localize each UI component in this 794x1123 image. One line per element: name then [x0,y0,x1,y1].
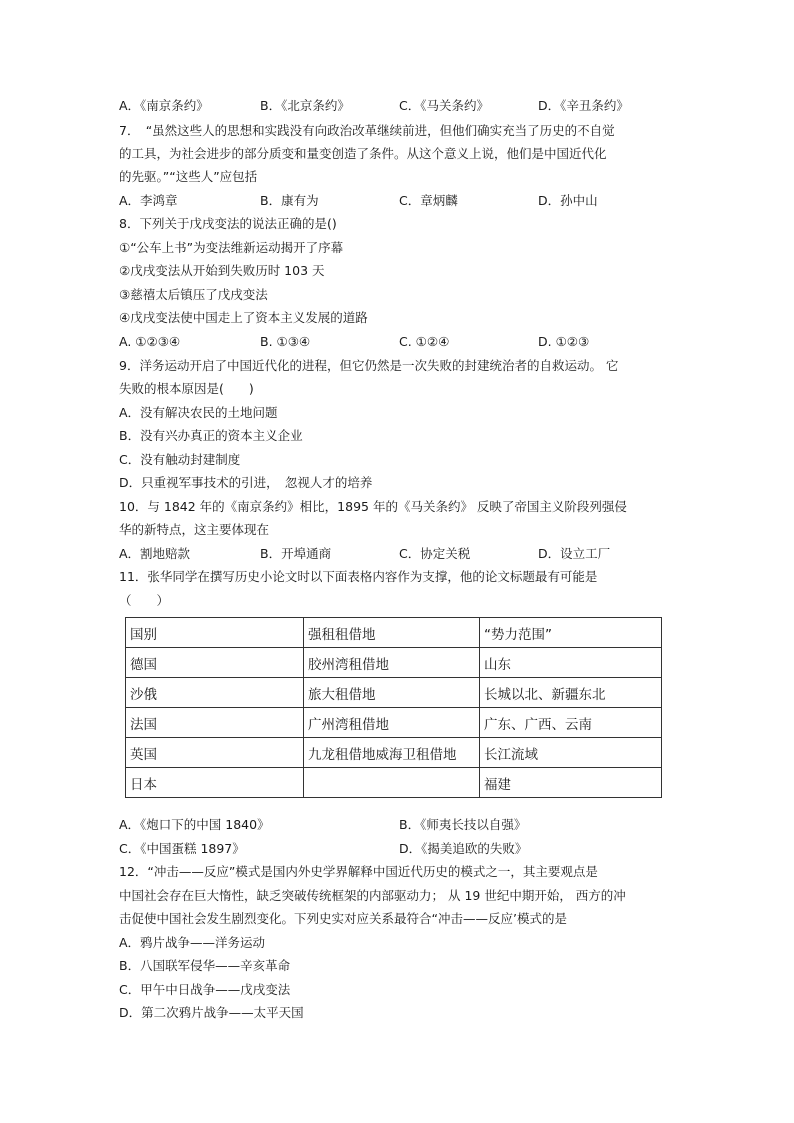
q12-option-c: C．甲午中日战争——戊戌变法 [119,982,291,997]
q10-option-d: D．设立工厂 [538,546,611,561]
q9-stem-line1: 9．洋务运动开启了中国近代化的进程，但它仍然是一次失败的封建统治者的自救运动。 它 [119,358,619,373]
table-cell: 广州湾租借地 [304,708,480,738]
q11-option-a: A．《炮口下的中国 1840》 [119,817,270,832]
table-cell: 胶州湾租借地 [304,648,480,678]
q6-option-a: A．《南京条约》 [119,98,209,113]
q7-option-b: B．康有为 [260,193,319,208]
table-row [126,648,662,678]
table-cell: “势力范围” [480,618,662,648]
table-cell: 日本 [126,768,304,798]
table-cell: 福建 [480,768,662,798]
table-cell: 国别 [126,618,304,648]
q8-item2: ②戊戌变法从开始到失败历时 103 天 [119,263,325,278]
q8-item1: ①“公车上书”为变法维新运动揭开了序幕 [119,240,344,255]
q8-item3: ③慈禧太后镇压了戊戌变法 [119,287,268,302]
q12-stem-line3: 击促使中国社会发生剧烈变化。下列史实对应关系最符合“冲击——反应’模式的是 [119,911,567,926]
table-row [126,678,662,708]
q11-stem-line1: 11．张华同学在撰写历史小论文时以下面表格内容作为支撑，他的论文标题最有可能是 [119,569,598,584]
q9-option-a: A．没有解决农民的土地问题 [119,405,278,420]
q7-option-c: C．章炳麟 [399,193,458,208]
table-row [126,708,662,738]
q7-option-a: A．李鸿章 [119,193,178,208]
q10-option-a: A．割地赔款 [119,546,191,561]
table-row [126,768,662,798]
q8-option-a: A. ①②③④ [119,334,181,349]
q7-stem-line1: 7． “虽然这些人的思想和实践没有向政治改革继续前进，但他们确实充当了历史的不自觉 [119,123,615,138]
q12-option-a: A．鸦片战争——洋务运动 [119,935,266,950]
table-header-row [126,618,662,648]
q12-option-b: B．八国联军侵华——辛亥革命 [119,958,291,973]
q12-stem-line1: 12．“冲击——反应”模式是国内外史学界解释中国近代历史的模式之一，其主要观点是 [119,864,598,879]
q11-table [125,617,662,798]
q9-option-c: C．没有触动封建制度 [119,452,241,467]
q7-stem-line2: 的工具，为社会进步的部分质变和量变创造了条件。从这个意义上说，他们是中国近代化 [119,146,607,161]
q8-option-d: D. ①②③ [538,334,590,349]
q10-stem-line1: 10．与 1842 年的《南京条约》相比，1895 年的《马关条约》 反映了帝国主义阶段列强侵 [119,499,627,514]
table-cell [304,768,480,798]
table-cell: 德国 [126,648,304,678]
table-cell: 广东、广西、云南 [480,708,662,738]
q7-stem-line3: 的先驱。”“这些人”应包括 [119,169,258,184]
q9-option-b: B．没有兴办真正的资本主义企业 [119,428,303,443]
q11-option-d: D．《揭美追欧的失败》 [399,841,528,856]
table-cell: 旅大租借地 [304,678,480,708]
q8-option-c: C. ①②④ [399,334,450,349]
table-cell: 英国 [126,738,304,768]
table-cell: 沙俄 [126,678,304,708]
q10-option-c: C．协定关税 [399,546,471,561]
q9-option-d: D．只重视军事技术的引进， 忽视人才的培养 [119,475,373,490]
q9-stem-line2: 失败的根本原因是( ) [119,381,254,396]
q8-stem: 8．下列关于戊戌变法的说法正确的是() [119,216,337,231]
q6-option-c: C．《马关条约》 [399,98,489,113]
q12-option-d: D．第二次鸦片战争——太平天国 [119,1005,304,1020]
table-cell: 强租租借地 [304,618,480,648]
table-cell: 法国 [126,708,304,738]
q10-option-b: B．开埠通商 [260,546,332,561]
table-cell: 九龙租借地威海卫租借地 [304,738,480,768]
q12-stem-line2: 中国社会存在巨大惰性，缺乏突破传统框架的内部驱动力； 从 19 世纪中期开始， 西方的冲 [119,888,626,903]
table-cell: 长江流域 [480,738,662,768]
q6-option-b: B．《北京条约》 [260,98,350,113]
q8-item4: ④戊戌变法使中国走上了资本主义发展的道路 [119,310,368,325]
table-cell: 山东 [480,648,662,678]
table-cell: 长城以北、新疆东北 [480,678,662,708]
q6-option-d: D．《辛丑条约》 [538,98,629,113]
q8-option-b: B. ①③④ [260,334,311,349]
q11-stem-line2: （ ） [119,593,170,608]
q10-stem-line2: 华的新特点，这主要体现在 [119,522,270,537]
table-row [126,738,662,768]
q11-option-c: C．《中国蛋糕 1897》 [119,841,245,856]
q11-option-b: B．《师夷长技以自强》 [399,817,527,832]
q7-option-d: D．孙中山 [538,193,598,208]
